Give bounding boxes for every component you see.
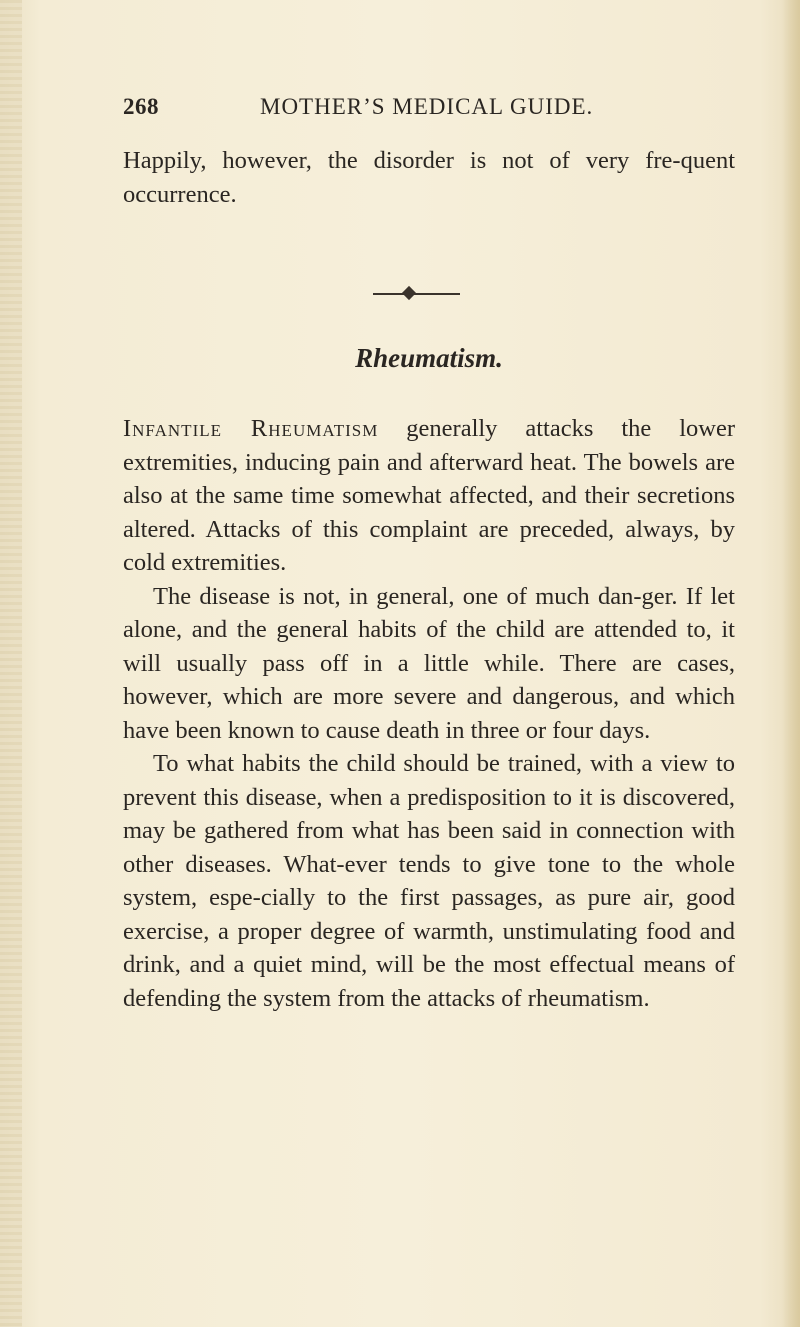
paragraph-1	[123, 412, 735, 580]
lead-in-small-caps: Infantile Rheumatism	[123, 415, 379, 442]
paragraph-1-text: generally attacks the lower extremities, inducing pain and afterward heat. The bowels are also at the same time somewhat affected, and their secretions altered. Attacks of this complaint are preceded, always, by cold extremities.	[123, 415, 735, 576]
paragraph-2: The disease is not, in general, one of much dan-ger. If let alone, and the general habits of the child are attended to, it will usually pass off in a little while. There are cases, however, which are more severe and dangerous, and which have been known to cause death in three or four days.	[123, 582, 735, 744]
section-body	[123, 412, 735, 1015]
page-edge-right	[782, 0, 800, 1327]
paragraph-3: To what habits the child should be trained, with a view to prevent this disease, when a predisposition to it is discovered, may be gathered from what has been said in connection with other diseases. What-ever tends to give tone to the whole system, espe-cially to the first passages, as pure air, good exercise, a proper degree of warmth, unstimulating food and drink, and a quiet mind, will be the most effectual means of defending the system from the attacks of rheumatism.	[123, 750, 735, 1012]
divider-ornament-icon	[402, 286, 416, 300]
running-header	[123, 94, 709, 130]
section-title: Rheumatism.	[355, 343, 503, 373]
section-divider-rule	[373, 293, 460, 295]
intro-paragraph: Happily, however, the disorder is not of very fre-quent occurrence.	[123, 147, 735, 208]
page-edge-left	[0, 0, 22, 1327]
running-title: MOTHER’S MEDICAL GUIDE.	[260, 94, 594, 119]
page-number: 268	[123, 94, 159, 119]
